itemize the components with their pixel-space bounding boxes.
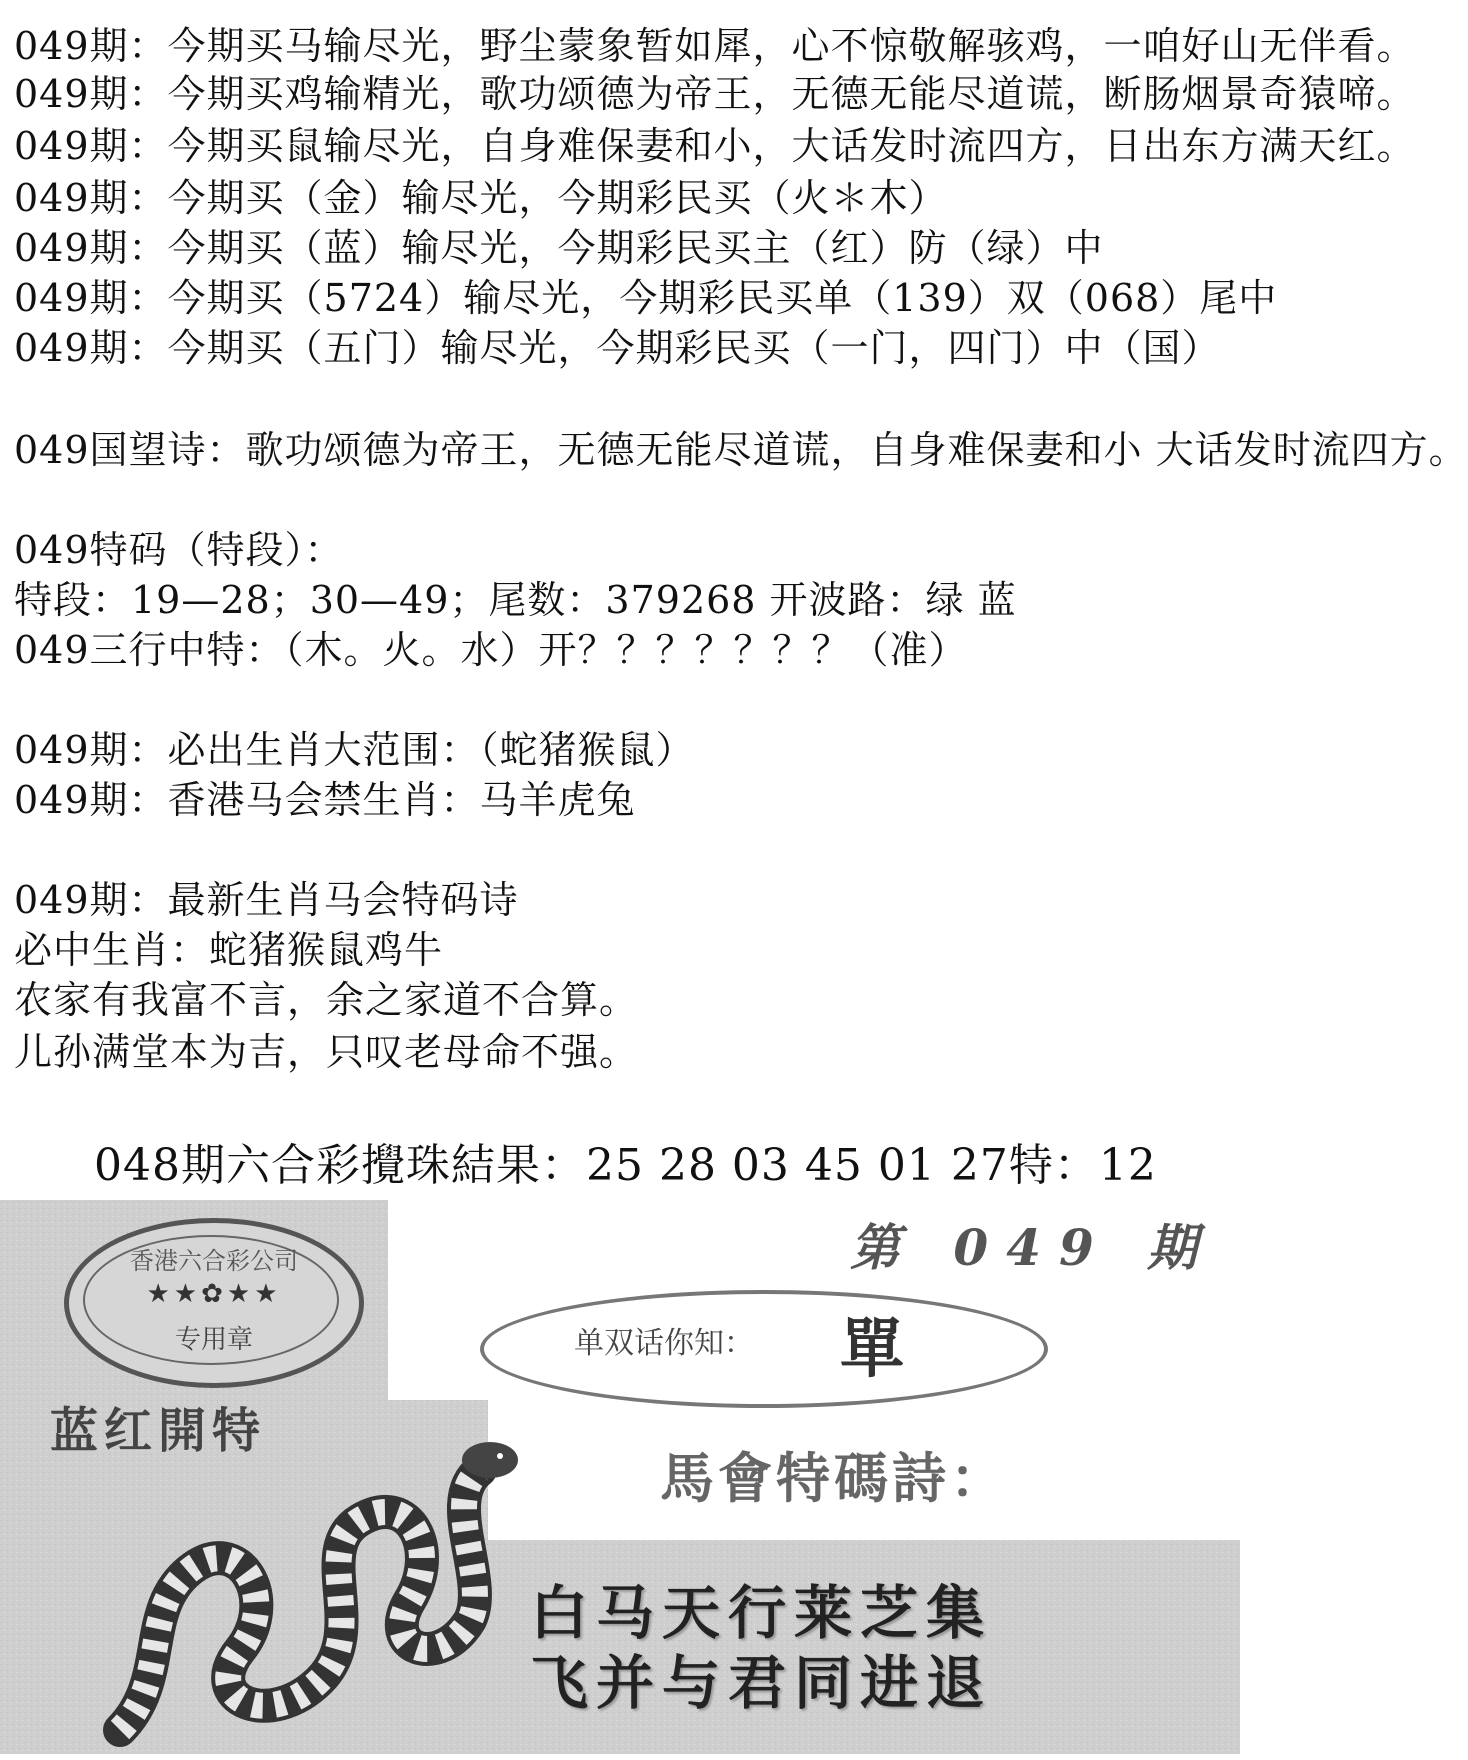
- horse-club-poem-line-1: 白马天行莱芝集: [530, 1579, 993, 1647]
- text-line-5: 049期：今期买（蓝）输尽光，今期彩民买主（红）防（绿）中: [14, 226, 1104, 270]
- odd-even-oval: [480, 1290, 1048, 1408]
- text-line-1: 049期：今期买马输尽光，野尘蒙象暂如犀，心不惊敬解骇鸡，一咱好山无伴看。: [14, 24, 1416, 68]
- issue-number: 第 049 期: [850, 1218, 1216, 1277]
- text-line-2: 049期：今期买鸡输精光，歌功颂德为帝王，无德无能尽道谎，断肠烟景奇猿啼。: [14, 72, 1416, 116]
- seal-purpose: 专用章: [174, 1325, 253, 1355]
- three-elements: 049三行中特：（木。火。水）开？？？？？？？（准）: [14, 628, 968, 672]
- special-segment: 特段：19—28；30—49；尾数：379268 开波路：绿 蓝: [14, 578, 1017, 622]
- special-code-heading: 049特码（特段）：: [14, 528, 344, 572]
- poem-heading: 049期：最新生肖马会特码诗: [14, 878, 519, 922]
- poem-line-2: 儿孙满堂本为吉，只叹老母命不强。: [14, 1030, 639, 1074]
- zodiac-range: 049期：必出生肖大范围：（蛇猪猴鼠）: [14, 728, 695, 772]
- forbidden-zodiac: 049期：香港马会禁生肖：马羊虎兔: [14, 778, 636, 822]
- guowang-poem: 049国望诗：歌功颂德为帝王，无德无能尽道谎，自身难保妻和小 大话发时流四方。: [14, 428, 1468, 472]
- text-line-6: 049期：今期买（5724）输尽光，今期彩民买单（139）双（068）尾中: [14, 276, 1278, 320]
- draw-result: 048期六合彩攪珠結果：25 28 03 45 01 27特：12: [94, 1140, 1157, 1191]
- odd-even-label: 单双话你知：: [574, 1326, 754, 1361]
- text-line-3: 049期：今期买鼠输尽光，自身难保妻和小，大话发时流四方，日出东方满天红。: [14, 124, 1416, 168]
- seal-company-name: 香港六合彩公司: [130, 1247, 298, 1275]
- snake-head-icon: [462, 1442, 518, 1478]
- poem-line-1: 农家有我富不言，余之家道不合算。: [14, 978, 639, 1022]
- seal-stars: ★★✿★★: [146, 1279, 282, 1309]
- text-line-7: 049期：今期买（五门）输尽光，今期彩民买（一门，四门）中（国）: [14, 326, 1221, 370]
- banner: [0, 1200, 1240, 1754]
- horse-club-poem-title: 馬會特碼詩：: [660, 1447, 1008, 1510]
- text-line-4: 049期：今期买（金）输尽光，今期彩民买（火＊木）: [14, 176, 948, 220]
- must-zodiac: 必中生肖：蛇猪猴鼠鸡牛: [14, 928, 444, 972]
- company-seal: [64, 1218, 364, 1388]
- odd-even-value: 單: [840, 1312, 904, 1387]
- snake-illustration: [110, 1430, 530, 1760]
- horse-club-poem-line-2: 飞并与君同进退: [530, 1649, 993, 1717]
- blue-red-label: 蓝红開特: [50, 1403, 267, 1459]
